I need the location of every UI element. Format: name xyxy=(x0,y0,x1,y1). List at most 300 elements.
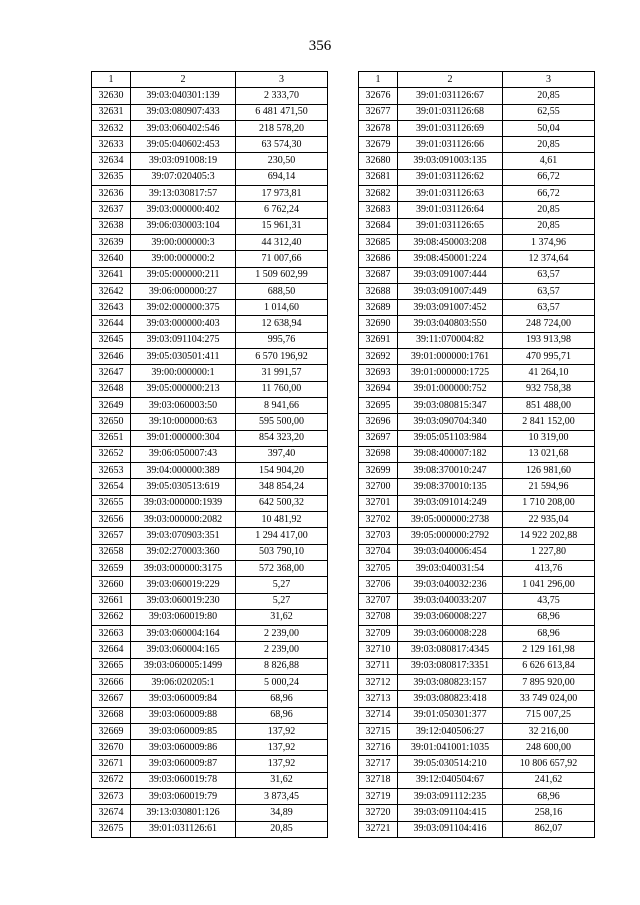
table-row xyxy=(359,186,595,202)
cadastral-number-cell: 39:03:040031:54 xyxy=(398,560,503,576)
cadastral-number-cell: 39:03:060402:546 xyxy=(131,120,236,136)
row-number-cell: 32652 xyxy=(92,446,131,462)
row-number-cell: 32713 xyxy=(359,691,398,707)
row-number-cell: 32688 xyxy=(359,283,398,299)
value-cell: 854 323,20 xyxy=(236,430,328,446)
row-number-cell: 32695 xyxy=(359,397,398,413)
table-row xyxy=(92,137,328,153)
table-row xyxy=(359,642,595,658)
value-cell: 6 481 471,50 xyxy=(236,104,328,120)
row-number-cell: 32703 xyxy=(359,528,398,544)
row-number-cell: 32702 xyxy=(359,512,398,528)
table-row xyxy=(359,267,595,283)
cadastral-number-cell: 39:01:031126:64 xyxy=(398,202,503,218)
row-number-cell: 32649 xyxy=(92,397,131,413)
cadastral-number-cell: 39:03:060009:84 xyxy=(131,691,236,707)
value-cell: 4,61 xyxy=(503,153,595,169)
cadastral-number-cell: 39:03:080817:3351 xyxy=(398,658,503,674)
value-cell: 50,04 xyxy=(503,120,595,136)
cadastral-number-cell: 39:05:051103:984 xyxy=(398,430,503,446)
row-number-cell: 32708 xyxy=(359,609,398,625)
row-number-cell: 32691 xyxy=(359,332,398,348)
table-row xyxy=(359,446,595,462)
table-row xyxy=(359,756,595,772)
table-row xyxy=(92,658,328,674)
row-number-cell: 32634 xyxy=(92,153,131,169)
value-cell: 62,55 xyxy=(503,104,595,120)
table-row xyxy=(92,593,328,609)
cadastral-number-cell: 39:03:091014:249 xyxy=(398,495,503,511)
cadastral-number-cell: 39:01:031126:66 xyxy=(398,137,503,153)
value-cell: 63,57 xyxy=(503,300,595,316)
cadastral-number-cell: 39:03:080823:157 xyxy=(398,674,503,690)
value-cell: 12 638,94 xyxy=(236,316,328,332)
table-row xyxy=(92,528,328,544)
row-number-cell: 32642 xyxy=(92,283,131,299)
row-number-cell: 32670 xyxy=(92,740,131,756)
table-row xyxy=(359,397,595,413)
table-row xyxy=(359,104,595,120)
row-number-cell: 32721 xyxy=(359,821,398,837)
row-number-cell: 32641 xyxy=(92,267,131,283)
value-cell: 1 227,80 xyxy=(503,544,595,560)
table-row xyxy=(92,674,328,690)
cadastral-number-cell: 39:01:000000:752 xyxy=(398,381,503,397)
cadastral-number-cell: 39:03:000000:3175 xyxy=(131,560,236,576)
row-number-cell: 32631 xyxy=(92,104,131,120)
row-number-cell: 32717 xyxy=(359,756,398,772)
cadastral-number-cell: 39:02:000000:375 xyxy=(131,300,236,316)
cadastral-number-cell: 39:06:020205:1 xyxy=(131,674,236,690)
table-row xyxy=(359,218,595,234)
row-number-cell: 32662 xyxy=(92,609,131,625)
cadastral-number-cell: 39:03:060003:50 xyxy=(131,397,236,413)
value-cell: 715 007,25 xyxy=(503,707,595,723)
table-row xyxy=(92,446,328,462)
table-row xyxy=(359,495,595,511)
value-cell: 2 239,00 xyxy=(236,642,328,658)
row-number-cell: 32694 xyxy=(359,381,398,397)
cadastral-number-cell: 39:03:060005:1499 xyxy=(131,658,236,674)
table-row xyxy=(359,251,595,267)
row-number-cell: 32650 xyxy=(92,414,131,430)
row-number-cell: 32700 xyxy=(359,479,398,495)
row-number-cell: 32684 xyxy=(359,218,398,234)
table-row xyxy=(359,365,595,381)
row-number-cell: 32705 xyxy=(359,560,398,576)
table-row xyxy=(92,560,328,576)
row-number-cell: 32672 xyxy=(92,772,131,788)
row-number-cell: 32637 xyxy=(92,202,131,218)
cadastral-number-cell: 39:03:060009:86 xyxy=(131,740,236,756)
cadastral-number-cell: 39:01:031126:61 xyxy=(131,821,236,837)
table-row xyxy=(92,463,328,479)
value-cell: 1 374,96 xyxy=(503,234,595,250)
row-number-cell: 32638 xyxy=(92,218,131,234)
table-row xyxy=(92,234,328,250)
row-number-cell: 32669 xyxy=(92,723,131,739)
value-cell: 17 973,81 xyxy=(236,186,328,202)
cadastral-number-cell: 39:03:040032:236 xyxy=(398,577,503,593)
row-number-cell: 32653 xyxy=(92,463,131,479)
value-cell: 1 294 417,00 xyxy=(236,528,328,544)
value-cell: 21 594,96 xyxy=(503,479,595,495)
cadastral-number-cell: 39:01:000000:1725 xyxy=(398,365,503,381)
cadastral-number-cell: 39:01:000000:304 xyxy=(131,430,236,446)
page-number: 356 xyxy=(308,38,332,54)
row-number-cell: 32683 xyxy=(359,202,398,218)
table-row xyxy=(359,691,595,707)
value-cell: 8 941,66 xyxy=(236,397,328,413)
value-cell: 230,50 xyxy=(236,153,328,169)
table-row xyxy=(359,349,595,365)
value-cell: 862,07 xyxy=(503,821,595,837)
value-cell: 31,62 xyxy=(236,609,328,625)
value-cell: 126 981,60 xyxy=(503,463,595,479)
column-header: 1 xyxy=(359,72,398,88)
value-cell: 8 826,88 xyxy=(236,658,328,674)
cadastral-number-cell: 39:03:060009:87 xyxy=(131,756,236,772)
row-number-cell: 32660 xyxy=(92,577,131,593)
row-number-cell: 32639 xyxy=(92,234,131,250)
value-cell: 6 762,24 xyxy=(236,202,328,218)
column-header: 3 xyxy=(503,72,595,88)
cadastral-number-cell: 39:00:000000:3 xyxy=(131,234,236,250)
value-cell: 10 481,92 xyxy=(236,512,328,528)
cadastral-number-cell: 39:03:091008:19 xyxy=(131,153,236,169)
cadastral-number-cell: 39:05:030514:210 xyxy=(398,756,503,772)
table-row xyxy=(359,234,595,250)
row-number-cell: 32636 xyxy=(92,186,131,202)
row-number-cell: 32704 xyxy=(359,544,398,560)
row-number-cell: 32651 xyxy=(92,430,131,446)
table-row xyxy=(92,316,328,332)
table-row xyxy=(92,577,328,593)
table-row xyxy=(359,805,595,821)
row-number-cell: 32718 xyxy=(359,772,398,788)
table-row xyxy=(359,120,595,136)
cadastral-number-cell: 39:03:040006:454 xyxy=(398,544,503,560)
cadastral-number-cell: 39:01:041001:1035 xyxy=(398,740,503,756)
cadastral-number-cell: 39:03:000000:1939 xyxy=(131,495,236,511)
row-number-cell: 32689 xyxy=(359,300,398,316)
table-row xyxy=(92,365,328,381)
cadastral-number-cell: 39:05:000000:2738 xyxy=(398,512,503,528)
value-cell: 20,85 xyxy=(503,137,595,153)
cadastral-number-cell: 39:05:030513:619 xyxy=(131,479,236,495)
table-row xyxy=(359,723,595,739)
value-cell: 5,27 xyxy=(236,577,328,593)
cadastral-number-cell: 39:05:000000:213 xyxy=(131,381,236,397)
cadastral-number-cell: 39:07:020405:3 xyxy=(131,169,236,185)
row-number-cell: 32655 xyxy=(92,495,131,511)
table-row xyxy=(92,512,328,528)
cadastral-number-cell: 39:03:080823:418 xyxy=(398,691,503,707)
row-number-cell: 32679 xyxy=(359,137,398,153)
value-cell: 22 935,04 xyxy=(503,512,595,528)
right-registry-table xyxy=(358,71,595,838)
value-cell: 32 216,00 xyxy=(503,723,595,739)
table-row xyxy=(92,267,328,283)
row-number-cell: 32698 xyxy=(359,446,398,462)
table-row xyxy=(359,332,595,348)
cadastral-number-cell: 39:01:031126:69 xyxy=(398,120,503,136)
row-number-cell: 32644 xyxy=(92,316,131,332)
value-cell: 10 319,00 xyxy=(503,430,595,446)
row-number-cell: 32720 xyxy=(359,805,398,821)
cadastral-number-cell: 39:05:000000:211 xyxy=(131,267,236,283)
cadastral-number-cell: 39:03:060009:88 xyxy=(131,707,236,723)
row-number-cell: 32654 xyxy=(92,479,131,495)
row-number-cell: 32711 xyxy=(359,658,398,674)
table-row xyxy=(92,88,328,104)
header-row xyxy=(359,72,595,88)
table-row xyxy=(359,88,595,104)
row-number-cell: 32675 xyxy=(92,821,131,837)
cadastral-number-cell: 39:03:060019:79 xyxy=(131,789,236,805)
table-row xyxy=(359,577,595,593)
header-row xyxy=(92,72,328,88)
table-row xyxy=(92,300,328,316)
row-number-cell: 32685 xyxy=(359,234,398,250)
value-cell: 14 922 202,88 xyxy=(503,528,595,544)
cadastral-number-cell: 39:01:031126:63 xyxy=(398,186,503,202)
cadastral-number-cell: 39:05:030501:411 xyxy=(131,349,236,365)
cadastral-number-cell: 39:03:091104:275 xyxy=(131,332,236,348)
table-row xyxy=(92,479,328,495)
cadastral-number-cell: 39:08:400007:182 xyxy=(398,446,503,462)
value-cell: 1 710 208,00 xyxy=(503,495,595,511)
table-row xyxy=(359,740,595,756)
row-number-cell: 32699 xyxy=(359,463,398,479)
value-cell: 20,85 xyxy=(236,821,328,837)
cadastral-number-cell: 39:06:000000:27 xyxy=(131,283,236,299)
value-cell: 33 749 024,00 xyxy=(503,691,595,707)
row-number-cell: 32709 xyxy=(359,626,398,642)
value-cell: 63,57 xyxy=(503,267,595,283)
value-cell: 688,50 xyxy=(236,283,328,299)
row-number-cell: 32712 xyxy=(359,674,398,690)
cadastral-number-cell: 39:13:030817:57 xyxy=(131,186,236,202)
table-row xyxy=(359,707,595,723)
row-number-cell: 32673 xyxy=(92,789,131,805)
table-row xyxy=(92,381,328,397)
row-number-cell: 32696 xyxy=(359,414,398,430)
table-row xyxy=(92,186,328,202)
value-cell: 5 000,24 xyxy=(236,674,328,690)
value-cell: 15 961,31 xyxy=(236,218,328,234)
table-row xyxy=(92,349,328,365)
table-row xyxy=(359,560,595,576)
table-row xyxy=(92,772,328,788)
value-cell: 2 239,00 xyxy=(236,626,328,642)
row-number-cell: 32719 xyxy=(359,789,398,805)
table-row xyxy=(359,137,595,153)
value-cell: 71 007,66 xyxy=(236,251,328,267)
row-number-cell: 32645 xyxy=(92,332,131,348)
value-cell: 20,85 xyxy=(503,202,595,218)
value-cell: 595 500,00 xyxy=(236,414,328,430)
value-cell: 137,92 xyxy=(236,723,328,739)
row-number-cell: 32690 xyxy=(359,316,398,332)
value-cell: 258,16 xyxy=(503,805,595,821)
row-number-cell: 32633 xyxy=(92,137,131,153)
row-number-cell: 32714 xyxy=(359,707,398,723)
cadastral-number-cell: 39:01:031126:62 xyxy=(398,169,503,185)
value-cell: 470 995,71 xyxy=(503,349,595,365)
table-row xyxy=(92,104,328,120)
value-cell: 63 574,30 xyxy=(236,137,328,153)
cadastral-number-cell: 39:11:070004:82 xyxy=(398,332,503,348)
cadastral-number-cell: 39:03:040803:550 xyxy=(398,316,503,332)
value-cell: 68,96 xyxy=(503,609,595,625)
cadastral-number-cell: 39:01:031126:65 xyxy=(398,218,503,234)
row-number-cell: 32664 xyxy=(92,642,131,658)
value-cell: 503 790,10 xyxy=(236,544,328,560)
table-row xyxy=(359,593,595,609)
table-row xyxy=(92,707,328,723)
cadastral-number-cell: 39:08:450001:224 xyxy=(398,251,503,267)
table-row xyxy=(92,332,328,348)
row-number-cell: 32674 xyxy=(92,805,131,821)
cadastral-number-cell: 39:06:030003:104 xyxy=(131,218,236,234)
row-number-cell: 32646 xyxy=(92,349,131,365)
row-number-cell: 32630 xyxy=(92,88,131,104)
cadastral-number-cell: 39:01:031126:68 xyxy=(398,104,503,120)
table-row xyxy=(92,430,328,446)
value-cell: 41 264,10 xyxy=(503,365,595,381)
row-number-cell: 32659 xyxy=(92,560,131,576)
row-number-cell: 32667 xyxy=(92,691,131,707)
value-cell: 348 854,24 xyxy=(236,479,328,495)
cadastral-number-cell: 39:03:060009:85 xyxy=(131,723,236,739)
table-row xyxy=(359,316,595,332)
cadastral-number-cell: 39:03:060019:78 xyxy=(131,772,236,788)
value-cell: 44 312,40 xyxy=(236,234,328,250)
table-row xyxy=(359,789,595,805)
row-number-cell: 32640 xyxy=(92,251,131,267)
row-number-cell: 32687 xyxy=(359,267,398,283)
table-row xyxy=(92,414,328,430)
value-cell: 66,72 xyxy=(503,169,595,185)
cadastral-number-cell: 39:00:000000:2 xyxy=(131,251,236,267)
table-row xyxy=(92,821,328,837)
cadastral-number-cell: 39:12:040506:27 xyxy=(398,723,503,739)
table-row xyxy=(92,740,328,756)
cadastral-number-cell: 39:03:091104:416 xyxy=(398,821,503,837)
value-cell: 34,89 xyxy=(236,805,328,821)
value-cell: 642 500,32 xyxy=(236,495,328,511)
value-cell: 137,92 xyxy=(236,756,328,772)
cadastral-number-cell: 39:03:091007:449 xyxy=(398,283,503,299)
value-cell: 63,57 xyxy=(503,283,595,299)
value-cell: 10 806 657,92 xyxy=(503,756,595,772)
row-number-cell: 32680 xyxy=(359,153,398,169)
value-cell: 851 488,00 xyxy=(503,397,595,413)
cadastral-number-cell: 39:03:080815:347 xyxy=(398,397,503,413)
row-number-cell: 32656 xyxy=(92,512,131,528)
table-row xyxy=(92,544,328,560)
cadastral-number-cell: 39:08:370010:135 xyxy=(398,479,503,495)
row-number-cell: 32671 xyxy=(92,756,131,772)
cadastral-number-cell: 39:08:450003:208 xyxy=(398,234,503,250)
row-number-cell: 32635 xyxy=(92,169,131,185)
value-cell: 2 129 161,98 xyxy=(503,642,595,658)
value-cell: 218 578,20 xyxy=(236,120,328,136)
row-number-cell: 32676 xyxy=(359,88,398,104)
value-cell: 6 570 196,92 xyxy=(236,349,328,365)
row-number-cell: 32706 xyxy=(359,577,398,593)
row-number-cell: 32666 xyxy=(92,674,131,690)
row-number-cell: 32665 xyxy=(92,658,131,674)
table-row xyxy=(92,495,328,511)
row-number-cell: 32677 xyxy=(359,104,398,120)
cadastral-number-cell: 39:03:060004:165 xyxy=(131,642,236,658)
value-cell: 31,62 xyxy=(236,772,328,788)
table-row xyxy=(359,609,595,625)
column-header: 2 xyxy=(131,72,236,88)
cadastral-number-cell: 39:10:000000:63 xyxy=(131,414,236,430)
value-cell: 2 333,70 xyxy=(236,88,328,104)
value-cell: 413,76 xyxy=(503,560,595,576)
cadastral-number-cell: 39:08:370010:247 xyxy=(398,463,503,479)
value-cell: 2 841 152,00 xyxy=(503,414,595,430)
table-row xyxy=(359,528,595,544)
table-row xyxy=(359,674,595,690)
value-cell: 31 991,57 xyxy=(236,365,328,381)
row-number-cell: 32648 xyxy=(92,381,131,397)
value-cell: 154 904,20 xyxy=(236,463,328,479)
value-cell: 5,27 xyxy=(236,593,328,609)
row-number-cell: 32692 xyxy=(359,349,398,365)
cadastral-number-cell: 39:02:270003:360 xyxy=(131,544,236,560)
table-row xyxy=(92,251,328,267)
cadastral-number-cell: 39:04:000000:389 xyxy=(131,463,236,479)
row-number-cell: 32657 xyxy=(92,528,131,544)
cadastral-number-cell: 39:03:060004:164 xyxy=(131,626,236,642)
value-cell: 1 509 602,99 xyxy=(236,267,328,283)
row-number-cell: 32686 xyxy=(359,251,398,267)
table-row xyxy=(92,120,328,136)
column-header: 1 xyxy=(92,72,131,88)
value-cell: 572 368,00 xyxy=(236,560,328,576)
row-number-cell: 32647 xyxy=(92,365,131,381)
cadastral-number-cell: 39:00:000000:1 xyxy=(131,365,236,381)
cadastral-number-cell: 39:06:050007:43 xyxy=(131,446,236,462)
value-cell: 13 021,68 xyxy=(503,446,595,462)
table-row xyxy=(92,218,328,234)
cadastral-number-cell: 39:13:030801:126 xyxy=(131,805,236,821)
value-cell: 241,62 xyxy=(503,772,595,788)
cadastral-number-cell: 39:03:060019:80 xyxy=(131,609,236,625)
table-row xyxy=(359,658,595,674)
cadastral-number-cell: 39:03:040033:207 xyxy=(398,593,503,609)
row-number-cell: 32668 xyxy=(92,707,131,723)
table-row xyxy=(359,626,595,642)
table-row xyxy=(92,169,328,185)
cadastral-number-cell: 39:03:060019:229 xyxy=(131,577,236,593)
table-row xyxy=(359,463,595,479)
cadastral-number-cell: 39:03:080817:4345 xyxy=(398,642,503,658)
cadastral-number-cell: 39:03:000000:2082 xyxy=(131,512,236,528)
cadastral-number-cell: 39:12:040504:67 xyxy=(398,772,503,788)
row-number-cell: 32715 xyxy=(359,723,398,739)
value-cell: 20,85 xyxy=(503,218,595,234)
cadastral-number-cell: 39:05:000000:2792 xyxy=(398,528,503,544)
value-cell: 397,40 xyxy=(236,446,328,462)
table-row xyxy=(92,397,328,413)
cadastral-number-cell: 39:03:070903:351 xyxy=(131,528,236,544)
